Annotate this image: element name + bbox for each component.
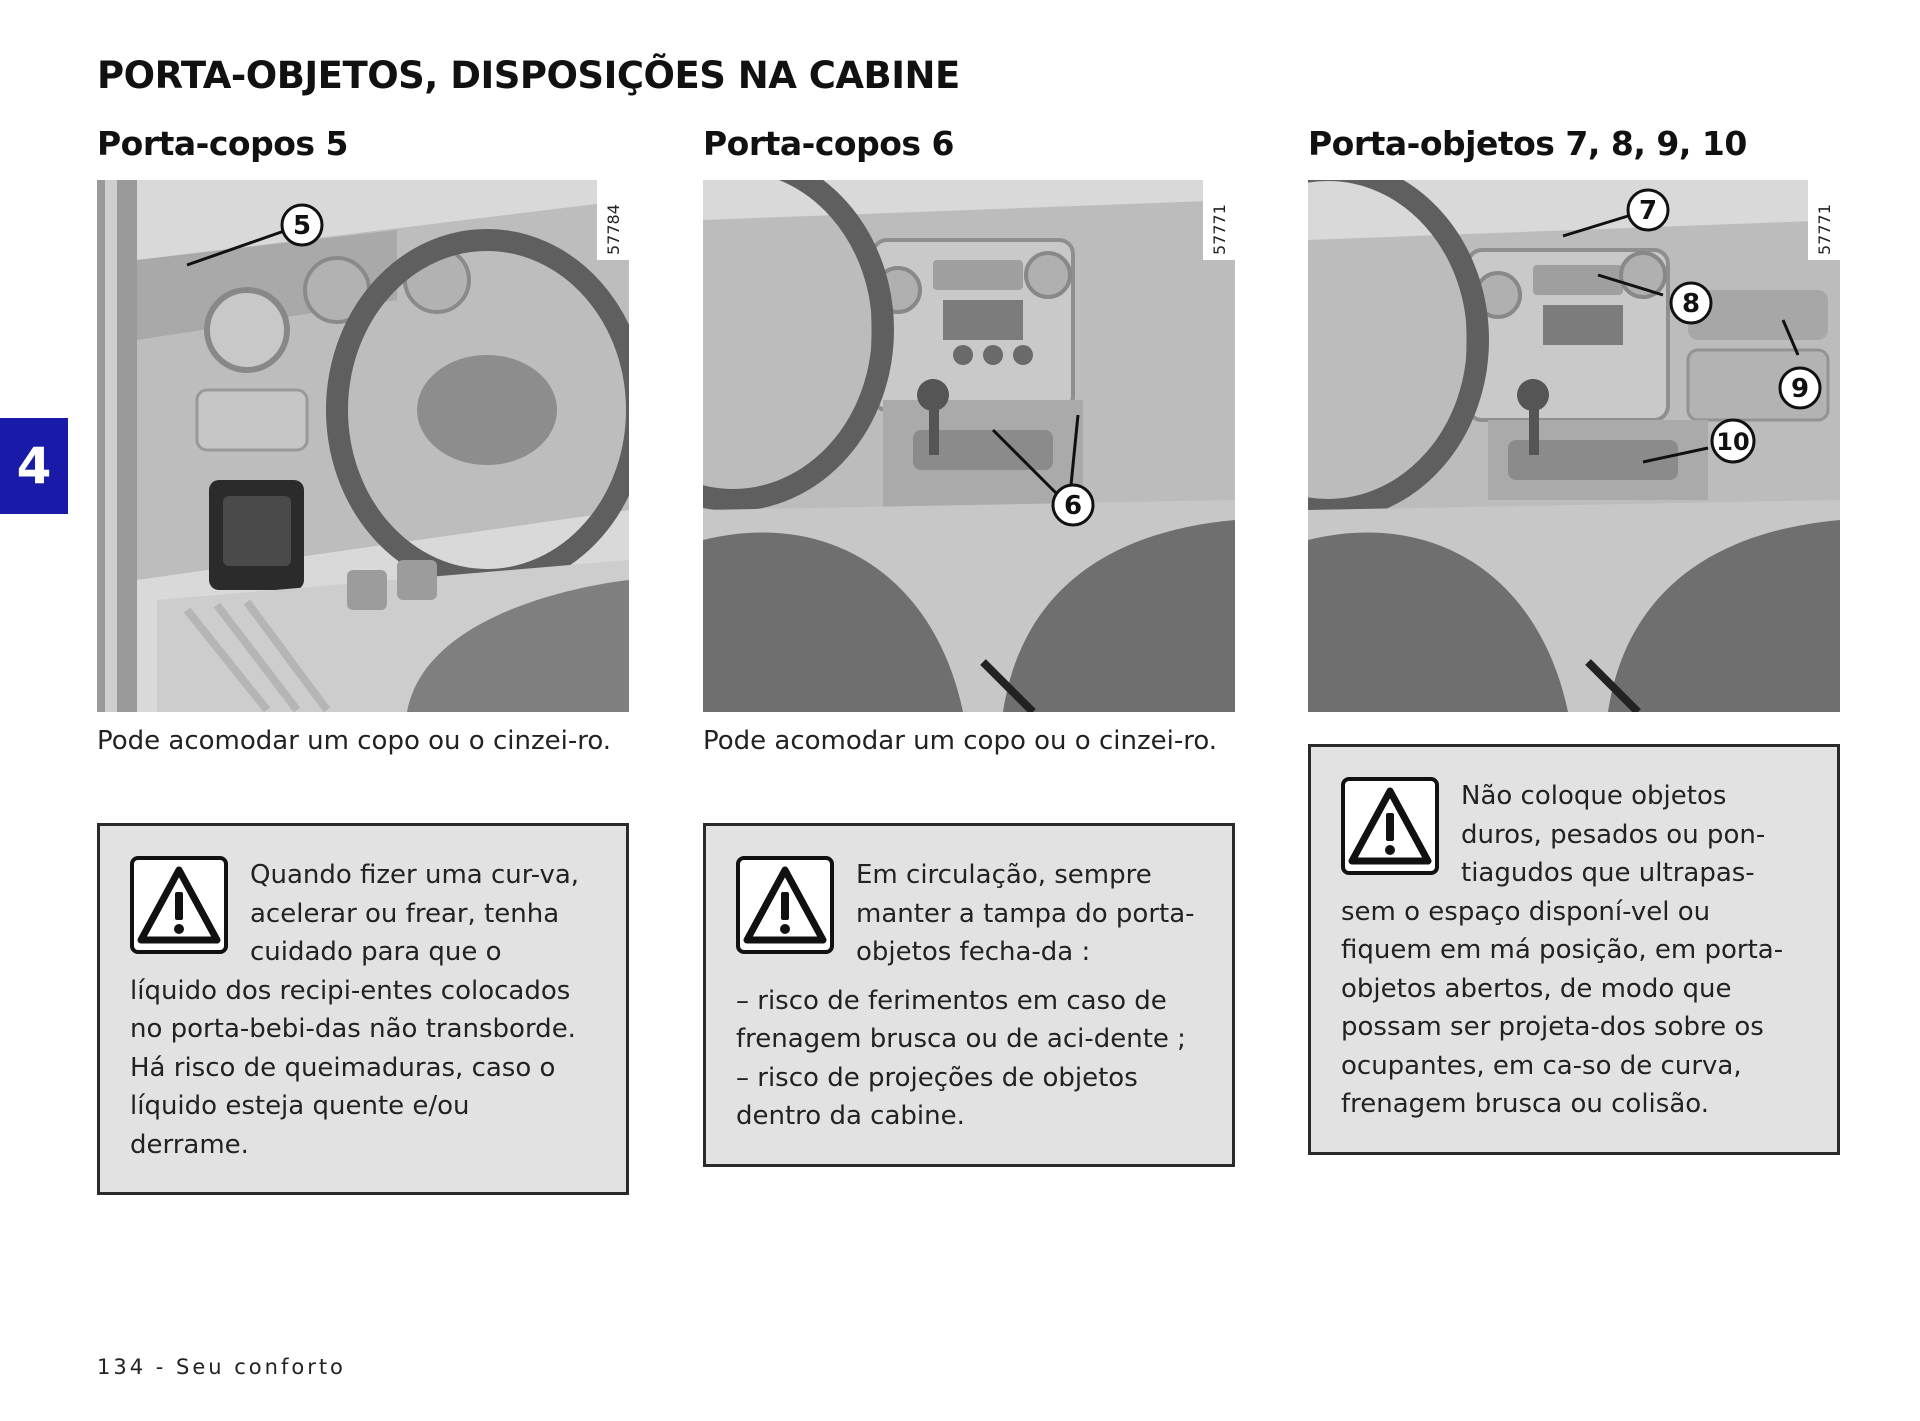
callout-9: 9: [1790, 374, 1810, 404]
caption: Pode acomodar um copo ou o cinzei-ro.: [97, 726, 612, 756]
section-heading: Porta-copos 5: [97, 124, 348, 163]
illustration-cup-holder-6: [703, 180, 1235, 712]
section-storage-7-8-9-10: [1308, 124, 1840, 1119]
warning-text: Quando fizer uma cur-va, acelerar ou frear, tenha cuidado para que o líquido dos recipi-entes colocados no porta-bebi-das não transborde. Há risco de queimaduras, caso o líquido esteja quente e/ou derrame.: [130, 860, 580, 1160]
warning-text: Não coloque objetos duros, pesados ou pon-tiagudos que ultrapas-sem o espaço disponí-vel ou fiquem em má posição, em porta-objetos abertos, de modo que possam ser projeta-dos sobre os ocupantes, em ca-so de curva, frenagem brusca ou colisão.: [1341, 781, 1784, 1119]
page-title: PORTA-OBJETOS, DISPOSIÇÕES NA CABINE: [97, 54, 960, 97]
callout-10: 10: [1716, 428, 1750, 456]
figure-ref-code: 57771: [1815, 204, 1834, 255]
section-cup-holder-5: [97, 124, 629, 1160]
caption: Pode acomodar um copo ou o cinzei-ro.: [703, 726, 1218, 756]
warning-box: [703, 823, 1235, 1167]
callout-8: 8: [1681, 289, 1701, 319]
warning-box: [1308, 744, 1840, 1155]
section-heading: Porta-copos 6: [703, 124, 954, 163]
section-heading: Porta-objetos 7, 8, 9, 10: [1308, 124, 1747, 163]
illustration-storage-7-8-9-10: [1308, 180, 1840, 712]
callout-5: 5: [292, 211, 312, 241]
callout-7: 7: [1638, 196, 1658, 226]
warning-box: [97, 823, 629, 1195]
warning-list: [736, 982, 1202, 1136]
warning-triangle-icon: [1341, 777, 1439, 875]
section-cup-holder-6: [703, 124, 1235, 1131]
warning-triangle-icon: [130, 856, 228, 954]
figure-ref-code: 57771: [1210, 204, 1229, 255]
dashboard-illustration: [703, 180, 1235, 712]
page-footer: 134 - Seu conforto: [97, 1355, 346, 1379]
chapter-tab: 4: [0, 418, 68, 514]
warning-triangle-icon: [736, 856, 834, 954]
warning-text: Em circulação, sempre manter a tampa do porta-objetos fecha-da :: [856, 860, 1195, 967]
callout-6: 6: [1063, 491, 1083, 521]
warning-list-item: – risco de projeções de objetos dentro da cabine.: [736, 1062, 1138, 1131]
illustration-cup-holder-5: [97, 180, 629, 712]
warning-list-item: – risco de ferimentos em caso de frenagem brusca ou de aci-dente ;: [736, 985, 1186, 1054]
figure-ref-code: 57784: [604, 204, 623, 255]
dashboard-illustration: [1308, 180, 1840, 712]
dashboard-illustration: [97, 180, 629, 712]
